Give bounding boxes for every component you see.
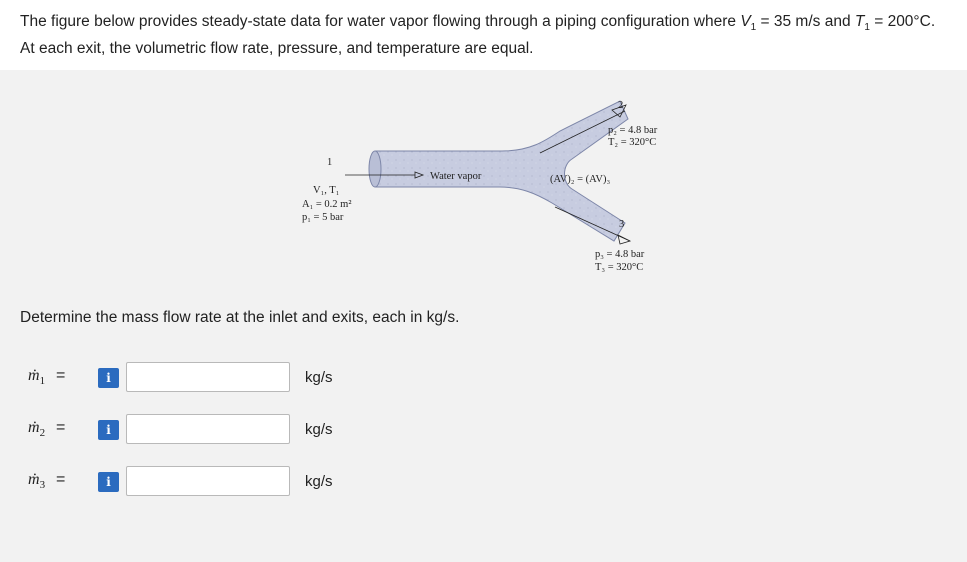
inlet-number: 1: [327, 157, 333, 168]
mass-flow-input-2[interactable]: [126, 414, 290, 444]
question-prompt: Determine the mass flow rate at the inlet and exits, each in kg/s.: [20, 309, 460, 326]
mass-flow-label-3: ṁ$_3$: [28, 471, 46, 492]
answer-row-m2: [0, 412, 967, 448]
inlet-pressure: p₁ = 5 bar: [302, 212, 344, 223]
mass-flow-label-1: ṁ$_1$: [28, 367, 46, 388]
equals-sign: =: [56, 367, 66, 384]
fluid-label: Water vapor: [430, 171, 482, 182]
exit3-temperature: T₃ = 320°C: [595, 262, 644, 273]
exit3-number: 3: [619, 219, 625, 230]
answer-row-m1: [0, 360, 967, 396]
piping-figure: [290, 85, 690, 285]
mass-flow-input-3[interactable]: [126, 466, 290, 496]
exit3-pressure: p₃ = 4.8 bar: [595, 249, 645, 260]
unit-label: kg/s: [305, 473, 333, 490]
inlet-vt: V₁, T₁: [313, 185, 340, 196]
mass-flow-label-2: ṁ$_2$: [28, 419, 46, 440]
exit2-temperature: T₂ = 320°C: [608, 137, 657, 148]
inlet-area: A₁ = 0.2 m²: [302, 199, 352, 210]
pipe-body: [375, 101, 628, 241]
exit2-number: 2: [618, 100, 624, 111]
unit-label: kg/s: [305, 369, 333, 386]
equals-sign: =: [56, 471, 66, 488]
problem-statement: The figure below provides steady-state data for water vapor flowing through a piping configuration where $V_1 = 35$ m/s and $T_1 = 200^\circ C$. At each exit, the volumetric flow rate, pressure, and temperature are equal.: [20, 13, 936, 58]
answer-row-m3: [0, 464, 967, 500]
info-icon[interactable]: i: [98, 368, 119, 388]
equals-sign: =: [56, 419, 66, 436]
info-icon[interactable]: i: [98, 420, 119, 440]
exit2-pressure: p₂ = 4.8 bar: [608, 125, 658, 136]
unit-label: kg/s: [305, 421, 333, 438]
pipe-diagram: [290, 85, 690, 285]
info-icon[interactable]: i: [98, 472, 119, 492]
av-relation: (AV)₂ = (AV)₃: [550, 174, 611, 185]
mass-flow-input-1[interactable]: [126, 362, 290, 392]
pipe-inlet-end: [369, 151, 381, 187]
